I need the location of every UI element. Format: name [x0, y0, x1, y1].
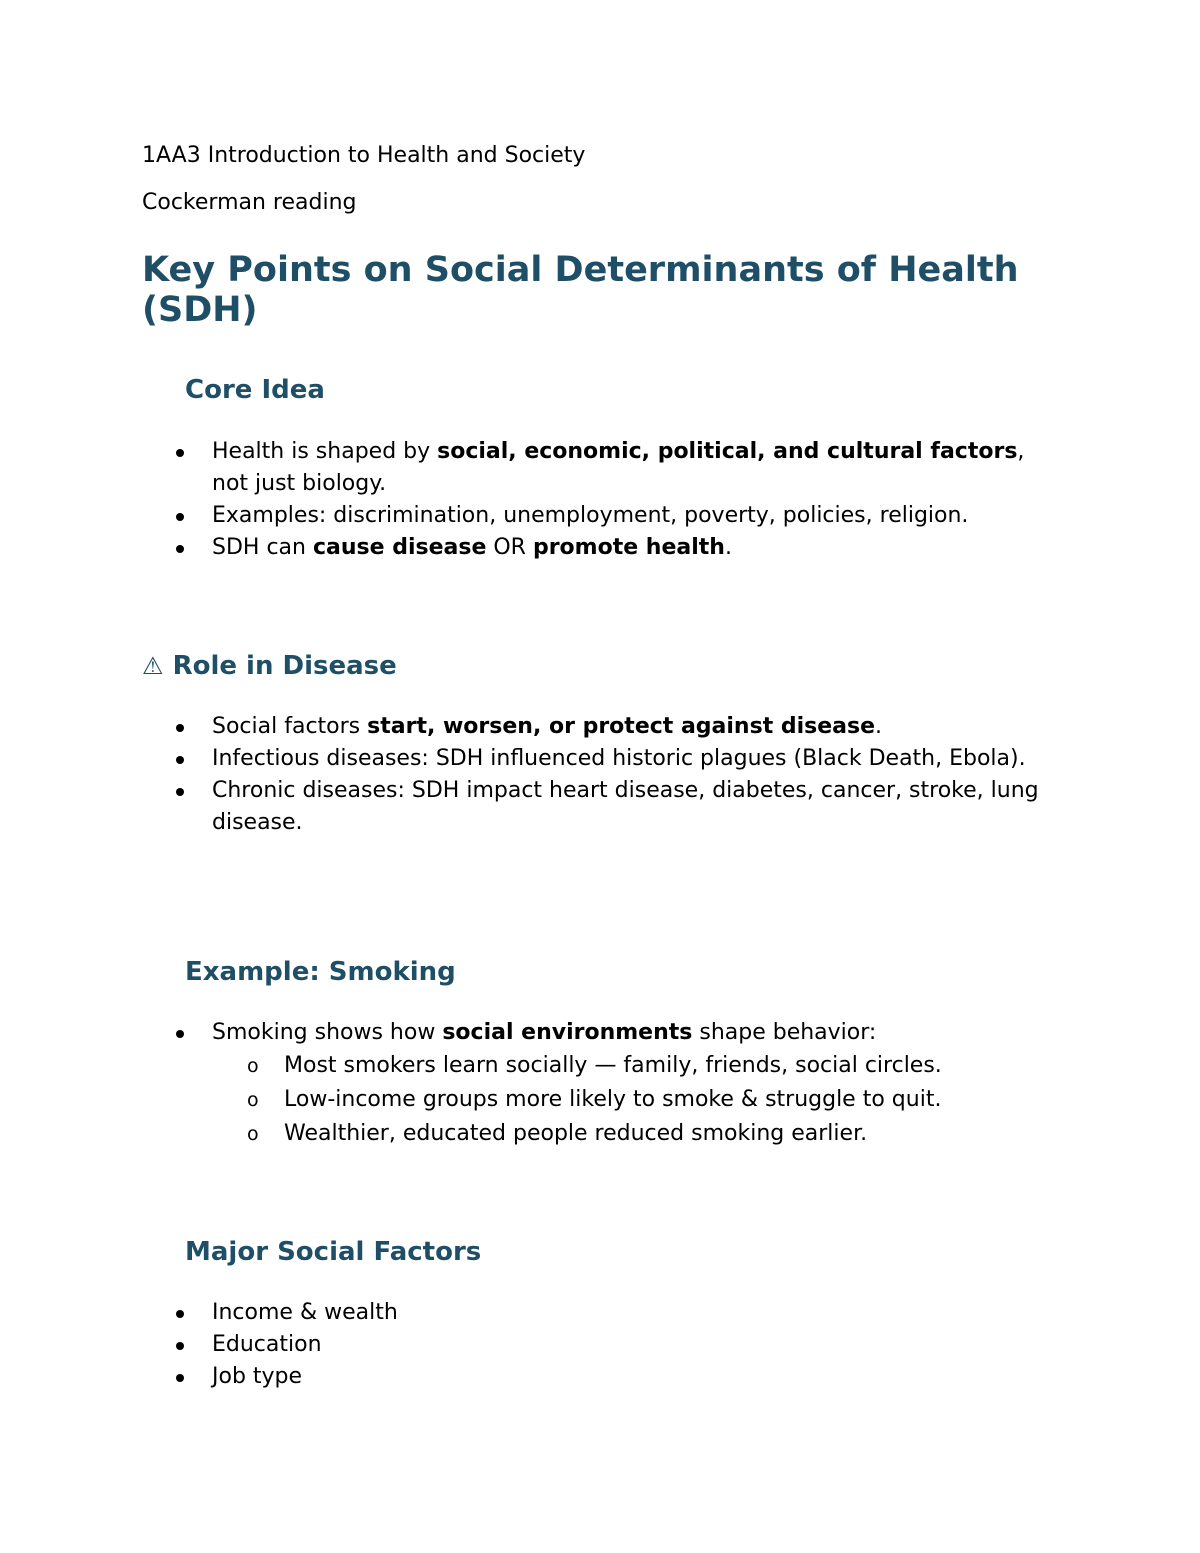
section-heading-core-idea: Core Idea — [185, 375, 325, 405]
list-item: Income & wealth — [212, 1297, 1062, 1329]
core-idea-list — [212, 436, 1062, 564]
list-item: Social factors start, worsen, or protect against disease. — [212, 711, 1062, 743]
list-item: Examples: discrimination, unemployment, poverty, policies, religion. — [212, 500, 1062, 532]
list-item: Chronic diseases: SDH impact heart disease, diabetes, cancer, stroke, lung disease. — [212, 775, 1062, 839]
sub-list-item: o Low-income groups more likely to smoke & struggle to quit. — [284, 1083, 1134, 1117]
smoking-list — [212, 1017, 1062, 1151]
list-item: Infectious diseases: SDH influenced historic plagues (Black Death, Ebola). — [212, 743, 1062, 775]
section-heading-major-social-factors: Major Social Factors — [185, 1237, 482, 1267]
list-item: Job type — [212, 1361, 1062, 1393]
list-item: Education — [212, 1329, 1062, 1361]
list-item: Smoking shows how social environments shape behavior: o Most smokers learn socially — family, friends, social circles. o Low-income groups more likely to smoke & struggle to quit. o Wealthier, educated people reduced smoking earlier. — [212, 1017, 1062, 1151]
section-heading-smoking: Example: Smoking — [185, 957, 456, 987]
reading-title: Cockerman reading — [142, 190, 357, 215]
section-heading-role-in-disease: ⚠ Role in Disease — [142, 651, 397, 681]
list-item: Health is shaped by social, economic, political, and cultural factors, not just biology. — [212, 436, 1062, 500]
page-title: Key Points on Social Determinants of Health (SDH) — [142, 250, 1019, 330]
course-title: 1AA3 Introduction to Health and Society — [142, 143, 586, 168]
sub-list-item: o Most smokers learn socially — family, friends, social circles. — [284, 1049, 1134, 1083]
major-social-factors-list — [212, 1297, 1062, 1393]
list-item: SDH can cause disease OR promote health. — [212, 532, 1062, 564]
warning-icon: ⚠ — [142, 652, 164, 680]
smoking-sublist — [284, 1049, 1134, 1151]
role-in-disease-list — [212, 711, 1062, 839]
sub-list-item: o Wealthier, educated people reduced smoking earlier. — [284, 1117, 1134, 1151]
